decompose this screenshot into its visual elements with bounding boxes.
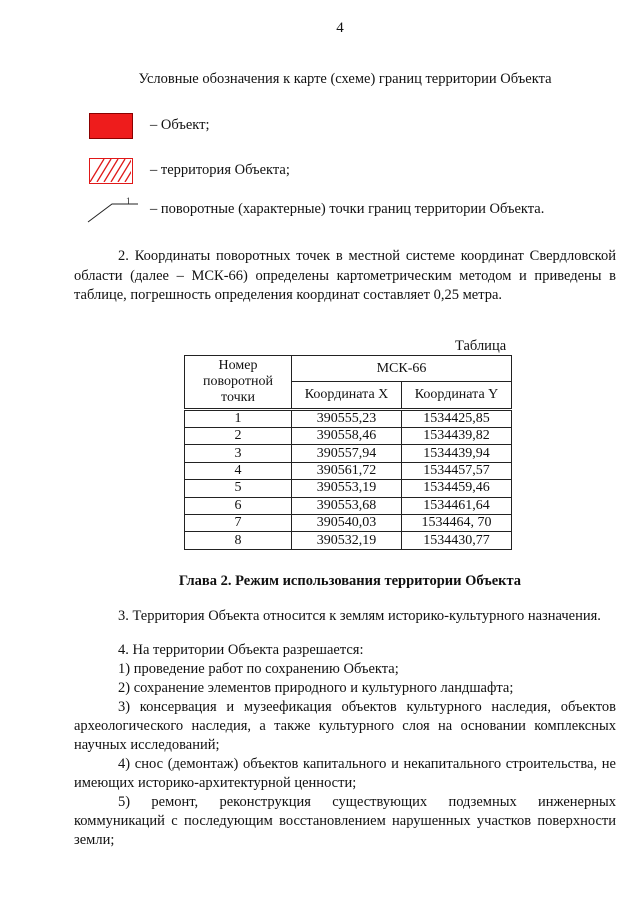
paragraph-permitted: 4. На территории Объекта разрешается: <box>118 642 364 658</box>
point-number: 5 <box>185 480 292 497</box>
coordinate-x: 390553,68 <box>292 497 402 514</box>
coordinate-y: 1534464, 70 <box>402 514 512 531</box>
coordinate-x: 390555,23 <box>292 410 402 428</box>
point-number: 1 <box>185 410 292 428</box>
paragraph-land-category: 3. Территория Объекта относится к землям историко-культурного назначения. <box>118 608 601 624</box>
table-row <box>185 445 512 462</box>
object-legend-icon <box>89 113 133 139</box>
turning-point-leader-icon <box>86 196 142 226</box>
hatch-pattern-icon <box>90 159 131 182</box>
point-number: 2 <box>185 428 292 445</box>
table-row <box>185 532 512 549</box>
coordinate-x: 390558,46 <box>292 428 402 445</box>
point-number: 6 <box>185 497 292 514</box>
legend-item-territory: – территория Объекта; <box>150 162 290 178</box>
table-row <box>185 514 512 531</box>
coordinate-y: 1534430,77 <box>402 532 512 549</box>
coordinate-x: 390540,03 <box>292 514 402 531</box>
table-caption: Таблица <box>455 338 507 354</box>
list-item: 5) ремонт, реконструкция существующих подземных инженерных коммуникаций с последующим восстановлением нарушенных участков поверхности земли; <box>74 794 616 848</box>
paragraph-coordinates: 2. Координаты поворотных точек в местной системе координат Свердловской области (далее – МСК-66) определены картометрическим методом и приведены в таблице, погрешность определения координат составляет 0,25 метра. <box>74 248 616 303</box>
coordinate-y: 1534459,46 <box>402 480 512 497</box>
chapter-title: Глава 2. Режим использования территории Объекта <box>178 573 522 589</box>
coordinate-y: 1534457,57 <box>402 462 512 479</box>
turning-point-number: 1 <box>126 196 131 206</box>
coordinate-y: 1534439,82 <box>402 428 512 445</box>
list-item: 4) снос (демонтаж) объектов капитального и некапитального строительства, не имеющих историко-архитектурной ценности; <box>74 756 616 791</box>
header-point-number: Номер поворотной точки <box>185 356 292 410</box>
list-item: 2) сохранение элементов природного и культурного ландшафта; <box>118 680 514 696</box>
header-coordinate-y: Координата Y <box>402 382 512 410</box>
point-number: 8 <box>185 532 292 549</box>
table-row <box>185 462 512 479</box>
coordinate-x: 390557,94 <box>292 445 402 462</box>
coordinate-x: 390532,19 <box>292 532 402 549</box>
coordinate-x: 390553,19 <box>292 480 402 497</box>
header-coordinate-system: МСК-66 <box>292 356 512 382</box>
point-number: 3 <box>185 445 292 462</box>
coordinate-x: 390561,72 <box>292 462 402 479</box>
list-item: 3) консервация и музеефикация объектов культурного наследия, объектов археологического наследия, а также культурного слоя на основании комплексных научных исследований; <box>74 699 616 753</box>
legend-title: Условные обозначения к карте (схеме) границ территории Объекта <box>138 71 552 87</box>
point-number: 7 <box>185 514 292 531</box>
coordinate-y: 1534425,85 <box>402 410 512 428</box>
list-item: 1) проведение работ по сохранению Объекта; <box>118 661 399 677</box>
point-number: 4 <box>185 462 292 479</box>
territory-legend-icon <box>89 158 133 184</box>
coordinate-y: 1534439,94 <box>402 445 512 462</box>
table-row <box>185 480 512 497</box>
table-row <box>185 497 512 514</box>
header-coordinate-x: Координата X <box>292 382 402 410</box>
legend-item-turning-points: – поворотные (характерные) точки границ территории Объекта. <box>150 201 545 217</box>
table-row <box>185 428 512 445</box>
table-row <box>185 410 512 428</box>
coordinate-y: 1534461,64 <box>402 497 512 514</box>
coordinates-table <box>184 355 512 550</box>
legend-item-object: – Объект; <box>150 117 210 133</box>
page-number: 4 <box>336 20 344 36</box>
